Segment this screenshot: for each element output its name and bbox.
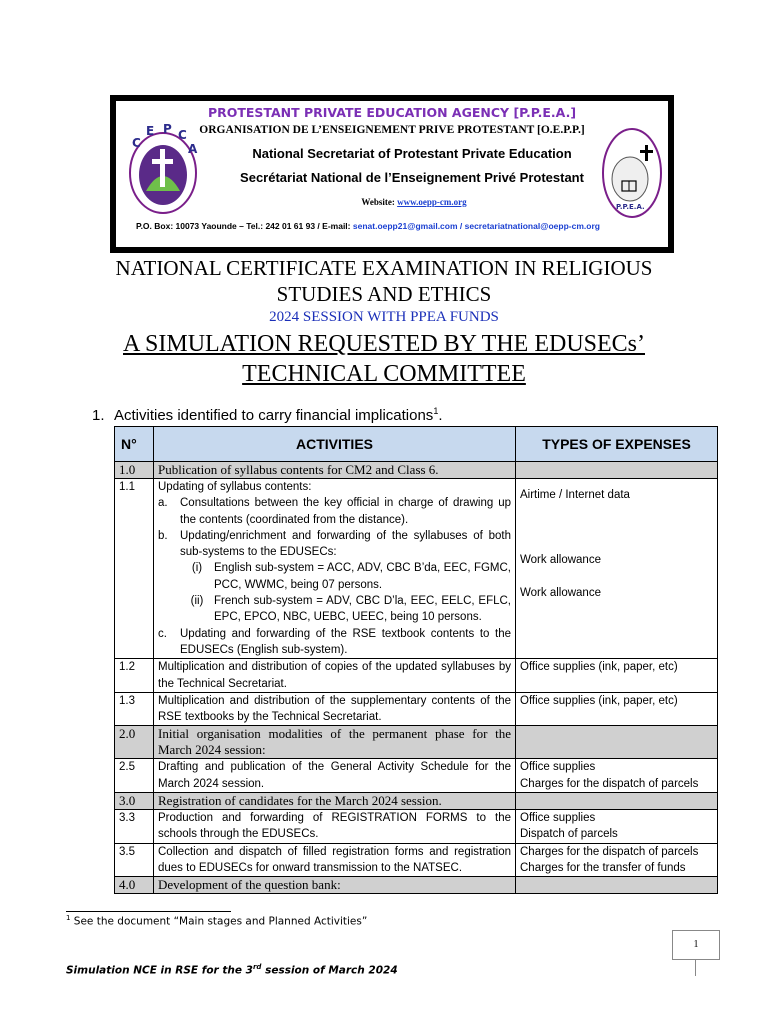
row-number: 1.1 [115,479,154,659]
row-number: 3.5 [115,843,154,877]
row-activity [154,479,516,659]
contact-prefix: P.O. Box: 10073 Yaounde – Tel.: 242 01 61 93 / E-mail: [136,221,351,231]
table-row [115,759,718,793]
row-expense [516,843,718,877]
table-row [115,793,718,810]
footnote-ref[interactable]: 1 [433,406,439,416]
ppea-logo [600,123,664,223]
row-activity: Publication of syllabus contents for CM2 and Class 6. [154,462,516,479]
list-text: Updating/enrichment and forwarding of the syllabuses of both sub-systems to the EDUSECs: [180,529,511,559]
table-row [115,726,718,759]
exam-title-line2: STUDIES AND ETHICS [276,282,492,306]
table-row [115,810,718,844]
list-marker: b. [158,529,168,542]
footnote-text: See the document “Main stages and Planned Activities” [70,915,368,928]
expense-item: Work allowance [520,586,601,599]
section-text: Activities identified to carry financial implications [114,407,434,424]
list-marker: a. [158,497,168,510]
simulation-heading-line2: TECHNICAL COMMITTEE [242,361,526,387]
expense-item: Dispatch of parcels [520,828,618,841]
table-row [115,479,718,659]
row-activity: Multiplication and distribution of copies of the updated syllabuses by the Technical Secretariat. [154,659,516,693]
row-expense [516,877,718,894]
website-link[interactable]: www.oepp-cm.org [397,197,467,207]
section-number: 1. [92,407,105,424]
row-expense [516,793,718,810]
letterhead-content [116,101,668,247]
expense-item: Work allowance [520,554,601,567]
svg-text:C: C [178,128,187,142]
row-activity: Collection and dispatch of filled registration forms and registration dues to EDUSECs for onward transmission to the NATSEC. [154,843,516,877]
row-expense [516,810,718,844]
list-item [158,626,511,659]
row-expense: Office supplies (ink, paper, etc) [516,692,718,726]
agency-name-en: PROTESTANT PRIVATE EDUCATION AGENCY [P.P.E.A.] [207,105,577,120]
list-text: Consultations between the key official in charge of drawing up the contents (coordinated from the distance). [180,497,511,526]
header-number: N° [115,427,154,462]
row-number: 2.5 [115,759,154,793]
section-end: . [438,407,443,424]
svg-text:C: C [132,136,141,150]
section-heading [92,406,443,424]
table-row [115,877,718,894]
email-links[interactable]: senat.oepp21@gmail.com / secretariatnational@oepp-cm.org [352,221,600,231]
row-activity: Drafting and publication of the General Activity Schedule for the March 2024 session. [154,759,516,793]
activity-intro: Updating of syllabus contents: [158,481,312,493]
page-number: 1 [672,930,720,960]
table-row [115,843,718,877]
footer-ordinal: rd [252,963,262,971]
activities-table [114,426,718,894]
footnote-divider [66,911,231,912]
row-number: 1.2 [115,659,154,693]
sub-list-item [158,593,511,626]
secretariat-name-en: National Secretariat of Protestant Private Education [252,146,572,161]
svg-text:E: E [146,124,155,138]
row-expense [516,726,718,759]
simulation-heading-line1: A SIMULATION REQUESTED BY THE EDUSECs’ [123,331,645,357]
session-subtitle: 2024 SESSION WITH PPEA FUNDS [269,309,499,325]
list-text: French sub-system = ADV, CBC D’la, EEC, EELC, EFLC, EPC, EPCO, NBC, UEBC, UEEC, being 10 persons. [214,595,511,624]
list-item [158,528,511,561]
row-activity: Development of the question bank: [154,877,516,894]
table-row [115,692,718,726]
letterhead [110,95,674,253]
row-number: 3.0 [115,793,154,810]
svg-text:A: A [188,142,198,156]
expense-item: Office supplies [520,761,596,774]
table-row [115,659,718,693]
footnote [66,914,367,928]
row-expense [516,462,718,479]
ppea-logo-abbr: P.P.E.A. [616,203,645,211]
footer-prefix: Simulation NCE in RSE for the 3 [66,964,253,977]
row-expense: Office supplies (ink, paper, etc) [516,659,718,693]
list-marker: (ii) [190,595,204,608]
expense-item: Airtime / Internet data [520,489,630,501]
row-activity: Initial organisation modalities of the permanent phase for the March 2024 session: [154,726,516,759]
list-item [158,495,511,528]
footer-suffix: session of March 2024 [261,964,398,977]
row-expense [516,479,718,659]
row-number: 1.0 [115,462,154,479]
website-label: Website: [361,197,395,207]
row-activity: Registration of candidates for the March 2024 session. [154,793,516,810]
agency-name-fr: ORGANISATION DE L’ENSEIGNEMENT PRIVE PROTESTANT [O.E.P.P.] [199,124,585,136]
expense-item: Charges for the transfer of funds [520,861,686,874]
row-activity: Multiplication and distribution of the supplementary contents of the RSE textbooks by the Technical Secretariat. [154,692,516,726]
page-number-tick [695,960,696,976]
header-expenses: TYPES OF EXPENSES [516,427,718,462]
secretariat-name-fr: Secrétariat National de l’Enseignement Privé Protestant [240,170,584,185]
row-number: 4.0 [115,877,154,894]
footnote-mark: 1 [66,914,71,922]
sub-list-item [158,560,511,593]
running-footer [66,963,398,977]
row-number: 3.3 [115,810,154,844]
svg-text:P: P [163,122,172,136]
header-activities: ACTIVITIES [154,427,516,462]
list-marker: (i) [191,562,203,575]
row-number: 1.3 [115,692,154,726]
expense-item: Charges for the dispatch of parcels [520,777,699,790]
exam-title-line1: NATIONAL CERTIFICATE EXAMINATION IN RELIGIOUS [115,256,653,280]
row-number: 2.0 [115,726,154,759]
table-header-row [115,427,718,462]
table-row [115,462,718,479]
row-activity: Production and forwarding of REGISTRATION FORMS to the schools through the EDUSECs. [154,810,516,844]
list-text: English sub-system = ACC, ADV, CBC B’da, EEC, FGMC, PCC, WWMC, being 07 persons. [214,562,511,591]
list-text: Updating and forwarding of the RSE textbook contents to the EDUSECs (English sub-system). [180,627,511,656]
row-expense [516,759,718,793]
expense-item: Office supplies [520,812,596,825]
expense-item: Charges for the dispatch of parcels [520,845,699,858]
list-marker: c. [158,627,167,640]
